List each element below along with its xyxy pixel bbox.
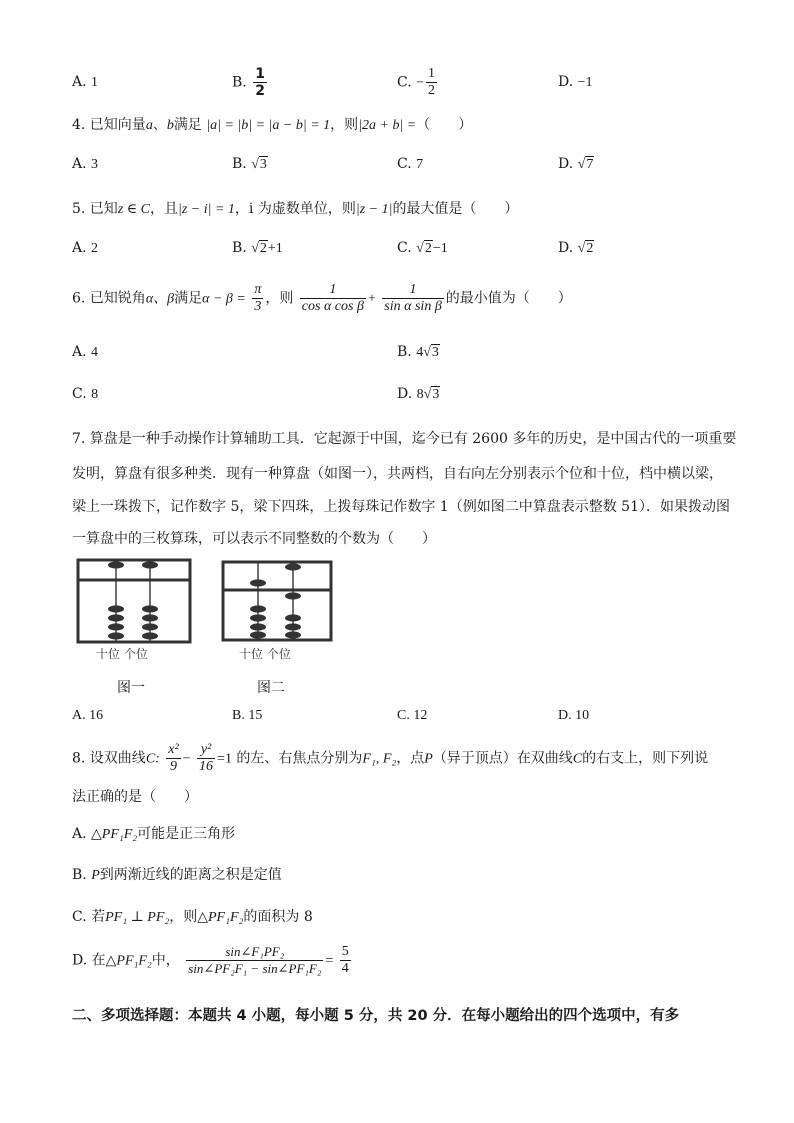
q8-line-2: 法正确的是（ ） — [72, 789, 198, 805]
abacus-figure-1 — [76, 558, 192, 644]
q6-stem: 6. 已知锐角α、β满足α − β = $\frac{\pi}{3}$ ，则 $\frac{1}{\text{cos α cos β}}$ + $\frac{1}{\text{sin α sin β}}$ 的最小值为（ ） — [72, 282, 572, 314]
q8-option-b: B. P到两渐近线的距离之积是定值 — [72, 867, 282, 883]
section-2-heading: 二、多项选择题：本题共 4 小题，每小题 5 分，共 20 分．在每小题给出的四个选项中，有多 — [72, 1008, 680, 1024]
q3-option-b: B. $\frac{1}{2}$ — [232, 66, 265, 99]
q8-option-d: D. 在△PF₁F₂中， $\frac{\text{sin∠F₁PF₂}}{\text{sin∠PF₂F₁ − sin∠PF₁F₂}}$ = $\frac{5}{4}$ — [72, 944, 349, 976]
q7-option-c: C. 12 — [397, 708, 428, 723]
q3-option-c: C. − $\frac{1}{2}$ — [397, 66, 436, 98]
q4-option-c: C. 7 — [397, 156, 424, 172]
abacus-figure-2 — [221, 560, 333, 642]
q4-option-b: B. √3 — [232, 156, 267, 172]
q5-option-b: B. √2+1 — [232, 240, 283, 256]
q7-line-1: 7. 算盘是一种手动操作计算辅助工具．它起源于中国，迄今已有 2600 多年的历史，是中国古代的一项重要 — [72, 431, 737, 447]
q5-option-d: D. √2 — [558, 240, 594, 256]
q8-option-c: C. 若PF₁ ⊥ PF₂，则△PF₁F₂的面积为 8 — [72, 909, 313, 925]
q3-option-a: A. 1 — [72, 74, 99, 90]
q8-stem: 8. 设双曲线C: $\frac{\text{x²}}{9}$ − $\frac{\text{y²}}{16}$ =1 的左、右焦点分别为F₁, F₂，点P（异于顶点）在双曲线C的右支上，则下列说 — [72, 742, 709, 774]
q5-option-c: C. √2−1 — [397, 240, 448, 256]
q6-option-d: D. 8√3 — [397, 386, 440, 402]
q7-option-a: A. 16 — [72, 708, 104, 723]
q5-stem: 5. 已知z ∈ C，且|z − i| = 1，i 为虚数单位，则|z − 1|的最大值是（ ） — [72, 201, 519, 217]
q7-line-3: 梁上一珠拨下，记作数字 5，梁下四珠，上拨每珠记作数字 1（例如图二中算盘表示整数 51）．如果拨动图 — [72, 499, 730, 515]
q3-option-d: D. −1 — [558, 74, 593, 90]
q7-option-b: B. 15 — [232, 708, 263, 723]
q8-option-a: A. △PF₁F₂可能是正三角形 — [72, 826, 236, 842]
abacus-2-label: 十位 个位 — [239, 647, 291, 661]
q6-option-a: A. 4 — [72, 344, 99, 360]
q5-option-a: A. 2 — [72, 240, 99, 256]
q4-stem: 4. 已知向量a、b满足 |a| = |b| = |a − b| = 1，则|2a + b| =（ ） — [72, 117, 473, 133]
q7-line-2: 发明，算盘有很多种类．现有一种算盘（如图一），共两档，自右向左分别表示个位和十位，档中横以梁， — [72, 466, 723, 482]
q6-option-c: C. 8 — [72, 386, 99, 402]
q6-option-b: B. 4√3 — [397, 344, 439, 360]
q7-option-d: D. 10 — [558, 708, 590, 723]
q4-option-d: D. √7 — [558, 156, 594, 172]
abacus-1-label: 十位 个位 — [96, 647, 148, 661]
q7-line-4: 一算盘中的三枚算珠，可以表示不同整数的个数为（ ） — [72, 531, 436, 547]
abacus-2-caption: 图二 — [257, 680, 285, 696]
abacus-1-caption: 图一 — [117, 680, 145, 696]
q4-option-a: A. 3 — [72, 156, 99, 172]
